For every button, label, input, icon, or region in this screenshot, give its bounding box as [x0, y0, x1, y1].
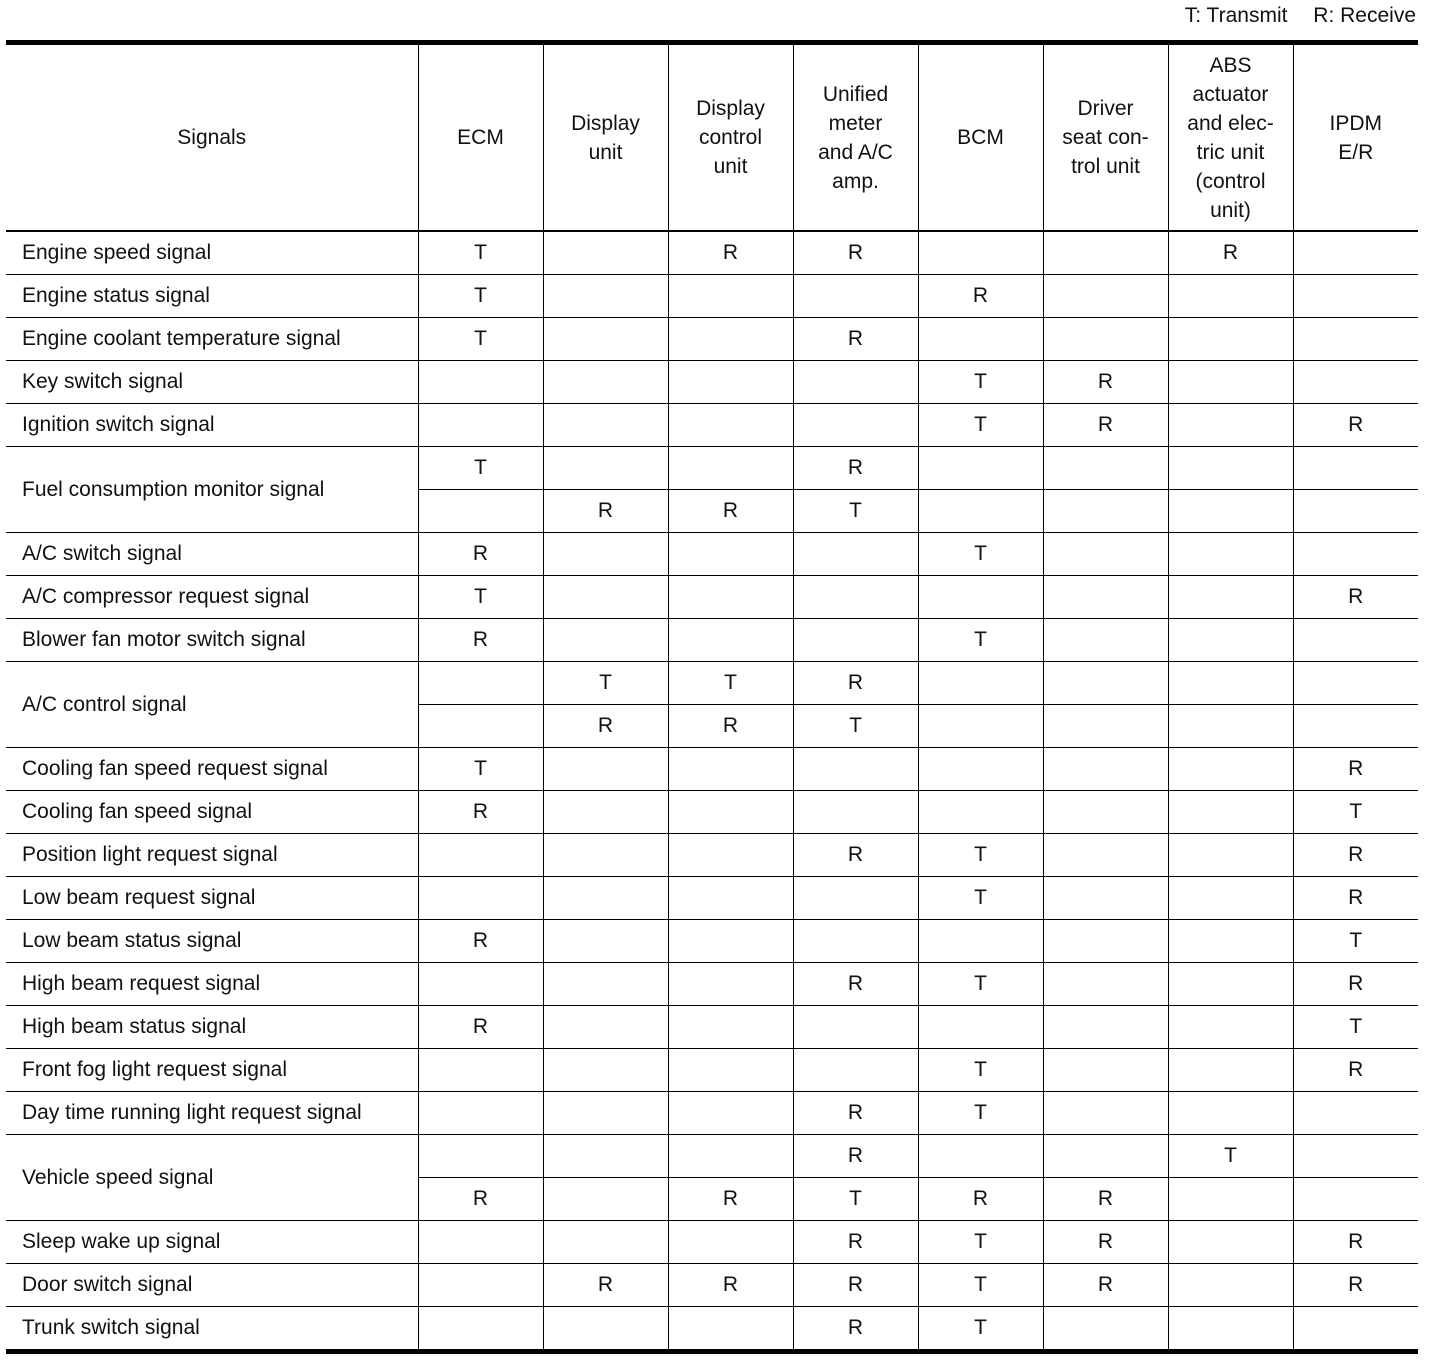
signal-cell: T [918, 963, 1043, 1006]
signal-cell: R [793, 662, 918, 705]
signal-cell [793, 404, 918, 447]
table-row [6, 834, 1418, 877]
signal-cell [1168, 1006, 1293, 1049]
signal-cell [1168, 619, 1293, 662]
signal-cell [1168, 834, 1293, 877]
signal-cell [668, 920, 793, 963]
signal-cell [1168, 1221, 1293, 1264]
signal-cell [418, 361, 543, 404]
signal-cell [1168, 877, 1293, 920]
col-header-signals: Signals [6, 43, 418, 232]
signal-cell [1168, 791, 1293, 834]
signal-cell [1043, 1006, 1168, 1049]
signal-cell: R [1043, 1264, 1168, 1307]
signal-cell: R [793, 1221, 918, 1264]
signal-cell [418, 1307, 543, 1352]
signal-cell: R [668, 490, 793, 533]
table-row [6, 576, 1418, 619]
signal-cell [418, 490, 543, 533]
signal-cell [1293, 318, 1418, 361]
table-row [6, 1049, 1418, 1092]
signal-cell [668, 963, 793, 1006]
signal-cell [1168, 1178, 1293, 1221]
signal-cell [793, 361, 918, 404]
signal-cell [793, 533, 918, 576]
signal-cell [1168, 1307, 1293, 1352]
signal-cell [793, 619, 918, 662]
signal-cell: R [793, 231, 918, 275]
signal-cell: R [418, 1178, 543, 1221]
col-header-display-control-unit: Display control unit [668, 43, 793, 232]
signal-cell [1043, 576, 1168, 619]
signal-cell [543, 318, 668, 361]
table-body [6, 231, 1418, 1352]
signal-cell [418, 877, 543, 920]
signal-cell [793, 748, 918, 791]
signal-cell: R [418, 1006, 543, 1049]
signal-cell: R [793, 447, 918, 490]
signal-cell: R [1043, 361, 1168, 404]
signal-cell [543, 748, 668, 791]
signal-cell [1293, 1092, 1418, 1135]
signal-name: Door switch signal [6, 1264, 418, 1307]
signal-name: Engine status signal [6, 275, 418, 318]
signal-cell [918, 1006, 1043, 1049]
signal-cell: T [918, 1049, 1043, 1092]
signal-cell [1293, 275, 1418, 318]
signal-cell [918, 791, 1043, 834]
table-row [6, 231, 1418, 275]
signal-cell [1168, 318, 1293, 361]
table-row [6, 1092, 1418, 1135]
signal-cell: R [543, 1264, 668, 1307]
signal-cell [543, 533, 668, 576]
signal-cell [543, 1307, 668, 1352]
signal-cell: T [668, 662, 793, 705]
signal-cell: R [1293, 1221, 1418, 1264]
signal-cell [1043, 834, 1168, 877]
signal-cell: R [1293, 877, 1418, 920]
signal-cell: R [418, 791, 543, 834]
header-row [6, 43, 1418, 232]
table-row [6, 877, 1418, 920]
signal-cell [418, 1049, 543, 1092]
table-row [6, 275, 1418, 318]
signal-cell [418, 963, 543, 1006]
signal-cell [543, 877, 668, 920]
signal-cell [418, 1264, 543, 1307]
signal-cell: T [918, 404, 1043, 447]
table-row [6, 963, 1418, 1006]
table-row [6, 533, 1418, 576]
signal-cell [1043, 231, 1168, 275]
signal-cell [1043, 662, 1168, 705]
signal-cell [668, 791, 793, 834]
signal-cell [793, 1049, 918, 1092]
signal-cell [918, 318, 1043, 361]
signal-cell [418, 404, 543, 447]
signal-cell [1293, 490, 1418, 533]
signal-cell: T [1293, 791, 1418, 834]
signal-cell [418, 662, 543, 705]
signal-cell [543, 1135, 668, 1178]
signal-cell: R [543, 490, 668, 533]
signal-cell [668, 1006, 793, 1049]
signal-cell: R [668, 1264, 793, 1307]
signal-cell [543, 576, 668, 619]
signal-cell: R [1293, 404, 1418, 447]
signal-name: High beam request signal [6, 963, 418, 1006]
col-header-abs-actuator: ABS actuator and elec- tric unit (control unit) [1168, 43, 1293, 232]
signal-cell: R [793, 834, 918, 877]
signal-cell [543, 791, 668, 834]
signal-cell [1293, 231, 1418, 275]
signal-name: A/C compressor request signal [6, 576, 418, 619]
signal-cell [1043, 447, 1168, 490]
signal-cell [418, 705, 543, 748]
signal-cell [543, 834, 668, 877]
signal-cell [1168, 748, 1293, 791]
signal-cell [1043, 490, 1168, 533]
signal-cell [918, 705, 1043, 748]
table-row [6, 1221, 1418, 1264]
signal-cell: T [793, 705, 918, 748]
signal-cell: T [918, 1307, 1043, 1352]
signal-cell [668, 576, 793, 619]
signal-cell [1293, 662, 1418, 705]
col-header-bcm: BCM [918, 43, 1043, 232]
signal-name: Engine coolant temperature signal [6, 318, 418, 361]
signal-cell: T [918, 533, 1043, 576]
signal-cell: T [418, 231, 543, 275]
signal-cell: R [793, 1264, 918, 1307]
signal-cell [668, 1307, 793, 1352]
signal-cell [543, 275, 668, 318]
signal-cell [668, 1049, 793, 1092]
signal-cell: R [793, 1135, 918, 1178]
signal-cell [1293, 361, 1418, 404]
signal-cell [1168, 490, 1293, 533]
signal-cell [668, 447, 793, 490]
signal-name: Cooling fan speed signal [6, 791, 418, 834]
signal-name: Low beam request signal [6, 877, 418, 920]
signal-cell [1043, 275, 1168, 318]
table-row [6, 791, 1418, 834]
signal-cell [543, 404, 668, 447]
table-row [6, 447, 1418, 490]
signal-cell [918, 920, 1043, 963]
signal-cell [1168, 533, 1293, 576]
signal-cell [1043, 533, 1168, 576]
legend [1185, 4, 1416, 28]
signal-name: Fuel consumption monitor signal [6, 447, 418, 533]
signal-cell [1168, 920, 1293, 963]
signal-cell [1043, 877, 1168, 920]
legend-receive: R: Receive [1313, 4, 1416, 27]
signal-cell [543, 1221, 668, 1264]
signal-cell [668, 1135, 793, 1178]
signal-cell [918, 231, 1043, 275]
signal-cell [793, 920, 918, 963]
signal-cell [418, 1135, 543, 1178]
signal-cell [1043, 318, 1168, 361]
signal-cell [1168, 1264, 1293, 1307]
signal-cell: T [418, 318, 543, 361]
signal-cell: T [918, 1264, 1043, 1307]
signal-cell: R [1293, 1264, 1418, 1307]
signal-cell [543, 963, 668, 1006]
signal-cell [1293, 1307, 1418, 1352]
col-header-ecm: ECM [418, 43, 543, 232]
signal-cell [918, 748, 1043, 791]
signal-cell [1168, 662, 1293, 705]
signal-cell: R [418, 619, 543, 662]
signal-cell: R [1293, 963, 1418, 1006]
signal-cell [1043, 1092, 1168, 1135]
signal-cell: T [918, 877, 1043, 920]
signal-cell [418, 1221, 543, 1264]
signal-cell [1043, 705, 1168, 748]
signal-cell: T [418, 748, 543, 791]
signal-cell [1043, 920, 1168, 963]
signal-cell [1168, 275, 1293, 318]
signal-cell [1043, 1135, 1168, 1178]
signal-name: Engine speed signal [6, 231, 418, 275]
signal-cell [1293, 1178, 1418, 1221]
table-row [6, 1264, 1418, 1307]
signal-name: Blower fan motor switch signal [6, 619, 418, 662]
signal-cell [668, 1221, 793, 1264]
signal-cell: T [1293, 920, 1418, 963]
signal-name: Day time running light request signal [6, 1092, 418, 1135]
signal-cell [1293, 1135, 1418, 1178]
signal-cell: R [1043, 404, 1168, 447]
signal-cell: R [793, 1092, 918, 1135]
signal-cell: R [793, 318, 918, 361]
signal-cell [668, 275, 793, 318]
signal-cell [1168, 576, 1293, 619]
signal-cell [668, 1092, 793, 1135]
table-row [6, 318, 1418, 361]
table-row [6, 662, 1418, 705]
signal-cell [668, 318, 793, 361]
signal-cell: T [918, 1221, 1043, 1264]
signal-cell: T [543, 662, 668, 705]
signal-cell [668, 877, 793, 920]
signal-cell: T [418, 275, 543, 318]
signal-cell [1168, 447, 1293, 490]
signal-cell [1043, 1049, 1168, 1092]
signal-name: Front fog light request signal [6, 1049, 418, 1092]
signal-name: Low beam status signal [6, 920, 418, 963]
signal-cell [1043, 748, 1168, 791]
signal-cell [918, 576, 1043, 619]
table-row [6, 1135, 1418, 1178]
signal-cell [793, 275, 918, 318]
signal-cell: R [1293, 1049, 1418, 1092]
table-row [6, 1307, 1418, 1352]
signal-cell [1043, 1307, 1168, 1352]
legend-transmit: T: Transmit [1184, 4, 1288, 27]
signal-cell: T [918, 361, 1043, 404]
signal-cell [793, 877, 918, 920]
col-header-display-unit: Display unit [543, 43, 668, 232]
signal-cell [918, 490, 1043, 533]
signal-cell [543, 1006, 668, 1049]
signal-cell [543, 1092, 668, 1135]
signal-cell [668, 361, 793, 404]
signal-cell [543, 1178, 668, 1221]
table-row [6, 619, 1418, 662]
signal-cell [1168, 1049, 1293, 1092]
table-row [6, 748, 1418, 791]
table-row [6, 404, 1418, 447]
signal-cell [1293, 533, 1418, 576]
signal-name: A/C switch signal [6, 533, 418, 576]
signal-name: Sleep wake up signal [6, 1221, 418, 1264]
signal-cell [1293, 619, 1418, 662]
signal-cell: T [918, 619, 1043, 662]
signal-cell: R [668, 705, 793, 748]
signal-cell [793, 576, 918, 619]
signal-cell [1293, 705, 1418, 748]
signal-cell [668, 748, 793, 791]
signal-cell [543, 361, 668, 404]
signal-cell: R [418, 920, 543, 963]
signal-cell [1168, 1092, 1293, 1135]
signal-cell [668, 834, 793, 877]
col-header-driver-seat-control-unit: Driver seat con- trol unit [1043, 43, 1168, 232]
signal-cell: T [793, 490, 918, 533]
signal-name: A/C control signal [6, 662, 418, 748]
signal-cell [793, 791, 918, 834]
signal-cell: R [1043, 1221, 1168, 1264]
signal-cell: R [918, 275, 1043, 318]
signal-name: Trunk switch signal [22, 1316, 200, 1339]
signal-cell [668, 619, 793, 662]
signal-cell: R [543, 705, 668, 748]
signal-cell [1168, 361, 1293, 404]
signal-cell: T [1293, 1006, 1418, 1049]
signal-cell [543, 447, 668, 490]
signal-table [6, 40, 1418, 1354]
signal-cell: R [418, 533, 543, 576]
col-header-unified-meter: Unified meter and A/C amp. [793, 43, 918, 232]
signal-cell [1043, 791, 1168, 834]
signal-cell: R [918, 1178, 1043, 1221]
signal-cell: T [418, 576, 543, 619]
signal-cell [1043, 963, 1168, 1006]
signal-cell: R [793, 1307, 918, 1352]
signal-name: Key switch signal [6, 361, 418, 404]
signal-cell: R [1168, 231, 1293, 275]
signal-cell: R [1043, 1178, 1168, 1221]
col-header-ipdm-er: IPDM E/R [1293, 43, 1418, 232]
signal-name: Position light request signal [6, 834, 418, 877]
signal-name: Vehicle speed signal [6, 1135, 418, 1221]
signal-cell [543, 920, 668, 963]
signal-cell [793, 1006, 918, 1049]
signal-cell [543, 619, 668, 662]
signal-cell [1168, 705, 1293, 748]
signal-cell: R [1293, 834, 1418, 877]
signal-cell [918, 447, 1043, 490]
table-row [6, 361, 1418, 404]
signal-cell [543, 231, 668, 275]
signal-cell: T [1168, 1135, 1293, 1178]
signal-cell: R [793, 963, 918, 1006]
signal-cell [918, 662, 1043, 705]
signal-cell: T [793, 1178, 918, 1221]
signal-name: High beam status signal [6, 1006, 418, 1049]
signal-cell: R [1293, 748, 1418, 791]
signal-name: Ignition switch signal [6, 404, 418, 447]
signal-cell: R [1293, 576, 1418, 619]
signal-cell [1043, 619, 1168, 662]
table-row [6, 920, 1418, 963]
signal-cell [668, 533, 793, 576]
signal-cell: R [668, 1178, 793, 1221]
signal-cell: R [668, 231, 793, 275]
signal-cell: T [918, 1092, 1043, 1135]
signal-cell [543, 1049, 668, 1092]
signal-cell [1168, 404, 1293, 447]
table-row [6, 1006, 1418, 1049]
signal-cell: T [418, 447, 543, 490]
signal-cell [918, 1135, 1043, 1178]
signal-cell [1168, 963, 1293, 1006]
signal-cell [668, 404, 793, 447]
signal-name: Cooling fan speed request signal [6, 748, 418, 791]
signal-cell [418, 1092, 543, 1135]
signal-cell [1293, 447, 1418, 490]
signal-cell: T [918, 834, 1043, 877]
signal-cell [418, 834, 543, 877]
